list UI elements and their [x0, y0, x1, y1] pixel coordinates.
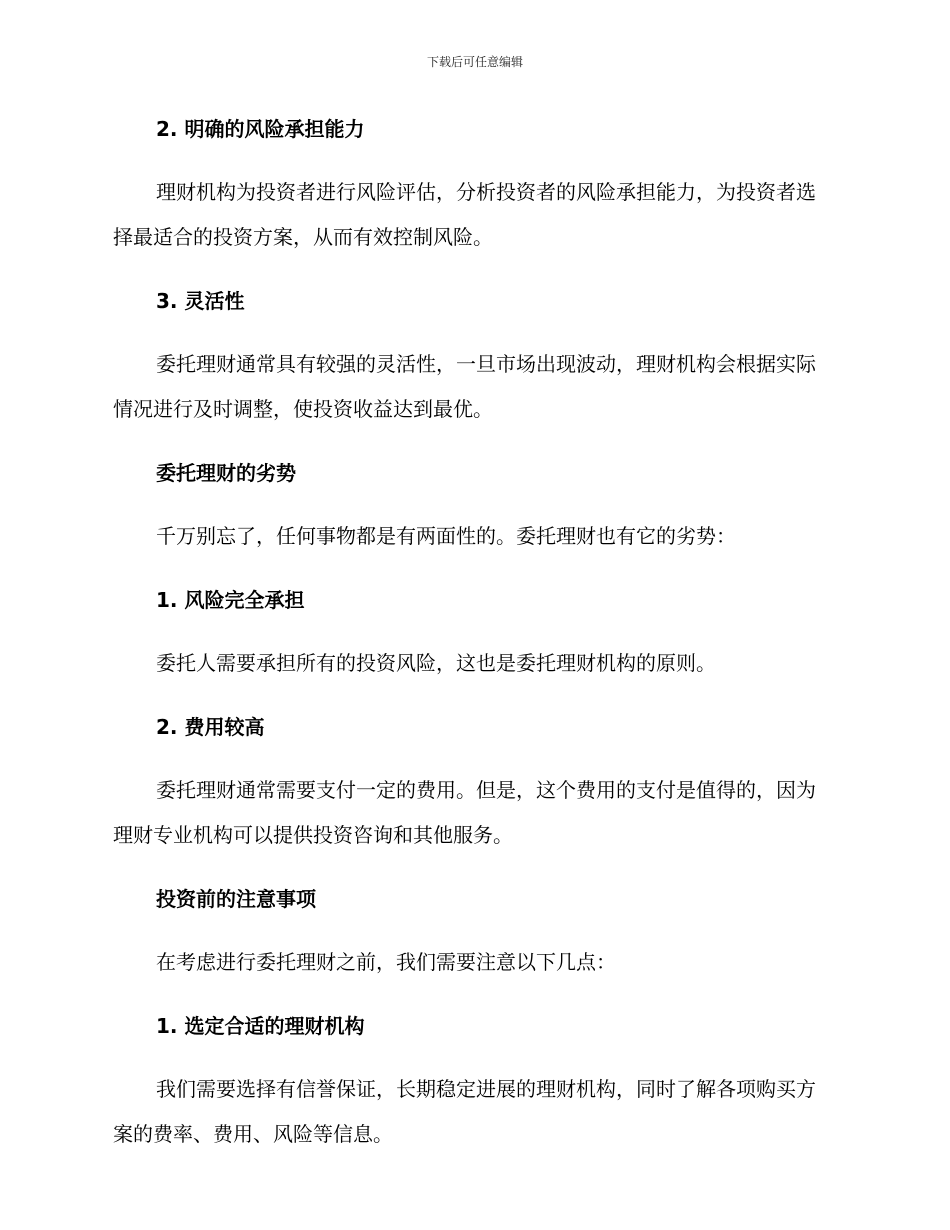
section-heading: 1. 选定合适的理财机构 [156, 1014, 365, 1038]
section-heading: 2. 费用较高 [156, 715, 265, 739]
section-heading: 1. 风险完全承担 [156, 588, 305, 612]
paragraph: 理财机构为投资者进行风险评估，分析投资者的风险承担能力，为投资者选择最适合的投资方案，从而有效控制风险。 [113, 180, 816, 249]
document-body [113, 112, 833, 1157]
section-heading: 3. 灵活性 [156, 289, 245, 313]
paragraph: 委托理财通常具有较强的灵活性，一旦市场出现波动，理财机构会根据实际情况进行及时调整，使投资收益达到最优。 [113, 352, 816, 421]
header-note: 下载后可任意编辑 [426, 55, 523, 69]
section-heading: 投资前的注意事项 [156, 887, 316, 911]
paragraph: 我们需要选择有信誉保证，长期稳定进展的理财机构，同时了解各项购买方案的费率、费用、风险等信息。 [113, 1077, 816, 1146]
paragraph: 委托理财通常需要支付一定的费用。但是，这个费用的支付是值得的，因为理财专业机构可以提供投资咨询和其他服务。 [113, 778, 816, 847]
section-heading: 委托理财的劣势 [156, 461, 296, 485]
paragraph: 委托人需要承担所有的投资风险，这也是委托理财机构的原则。 [156, 651, 716, 675]
section-heading: 2. 明确的风险承担能力 [156, 117, 365, 141]
paragraph: 在考虑进行委托理财之前，我们需要注意以下几点： [156, 950, 616, 974]
paragraph: 千万别忘了，任何事物都是有两面性的。委托理财也有它的劣势： [156, 524, 736, 548]
